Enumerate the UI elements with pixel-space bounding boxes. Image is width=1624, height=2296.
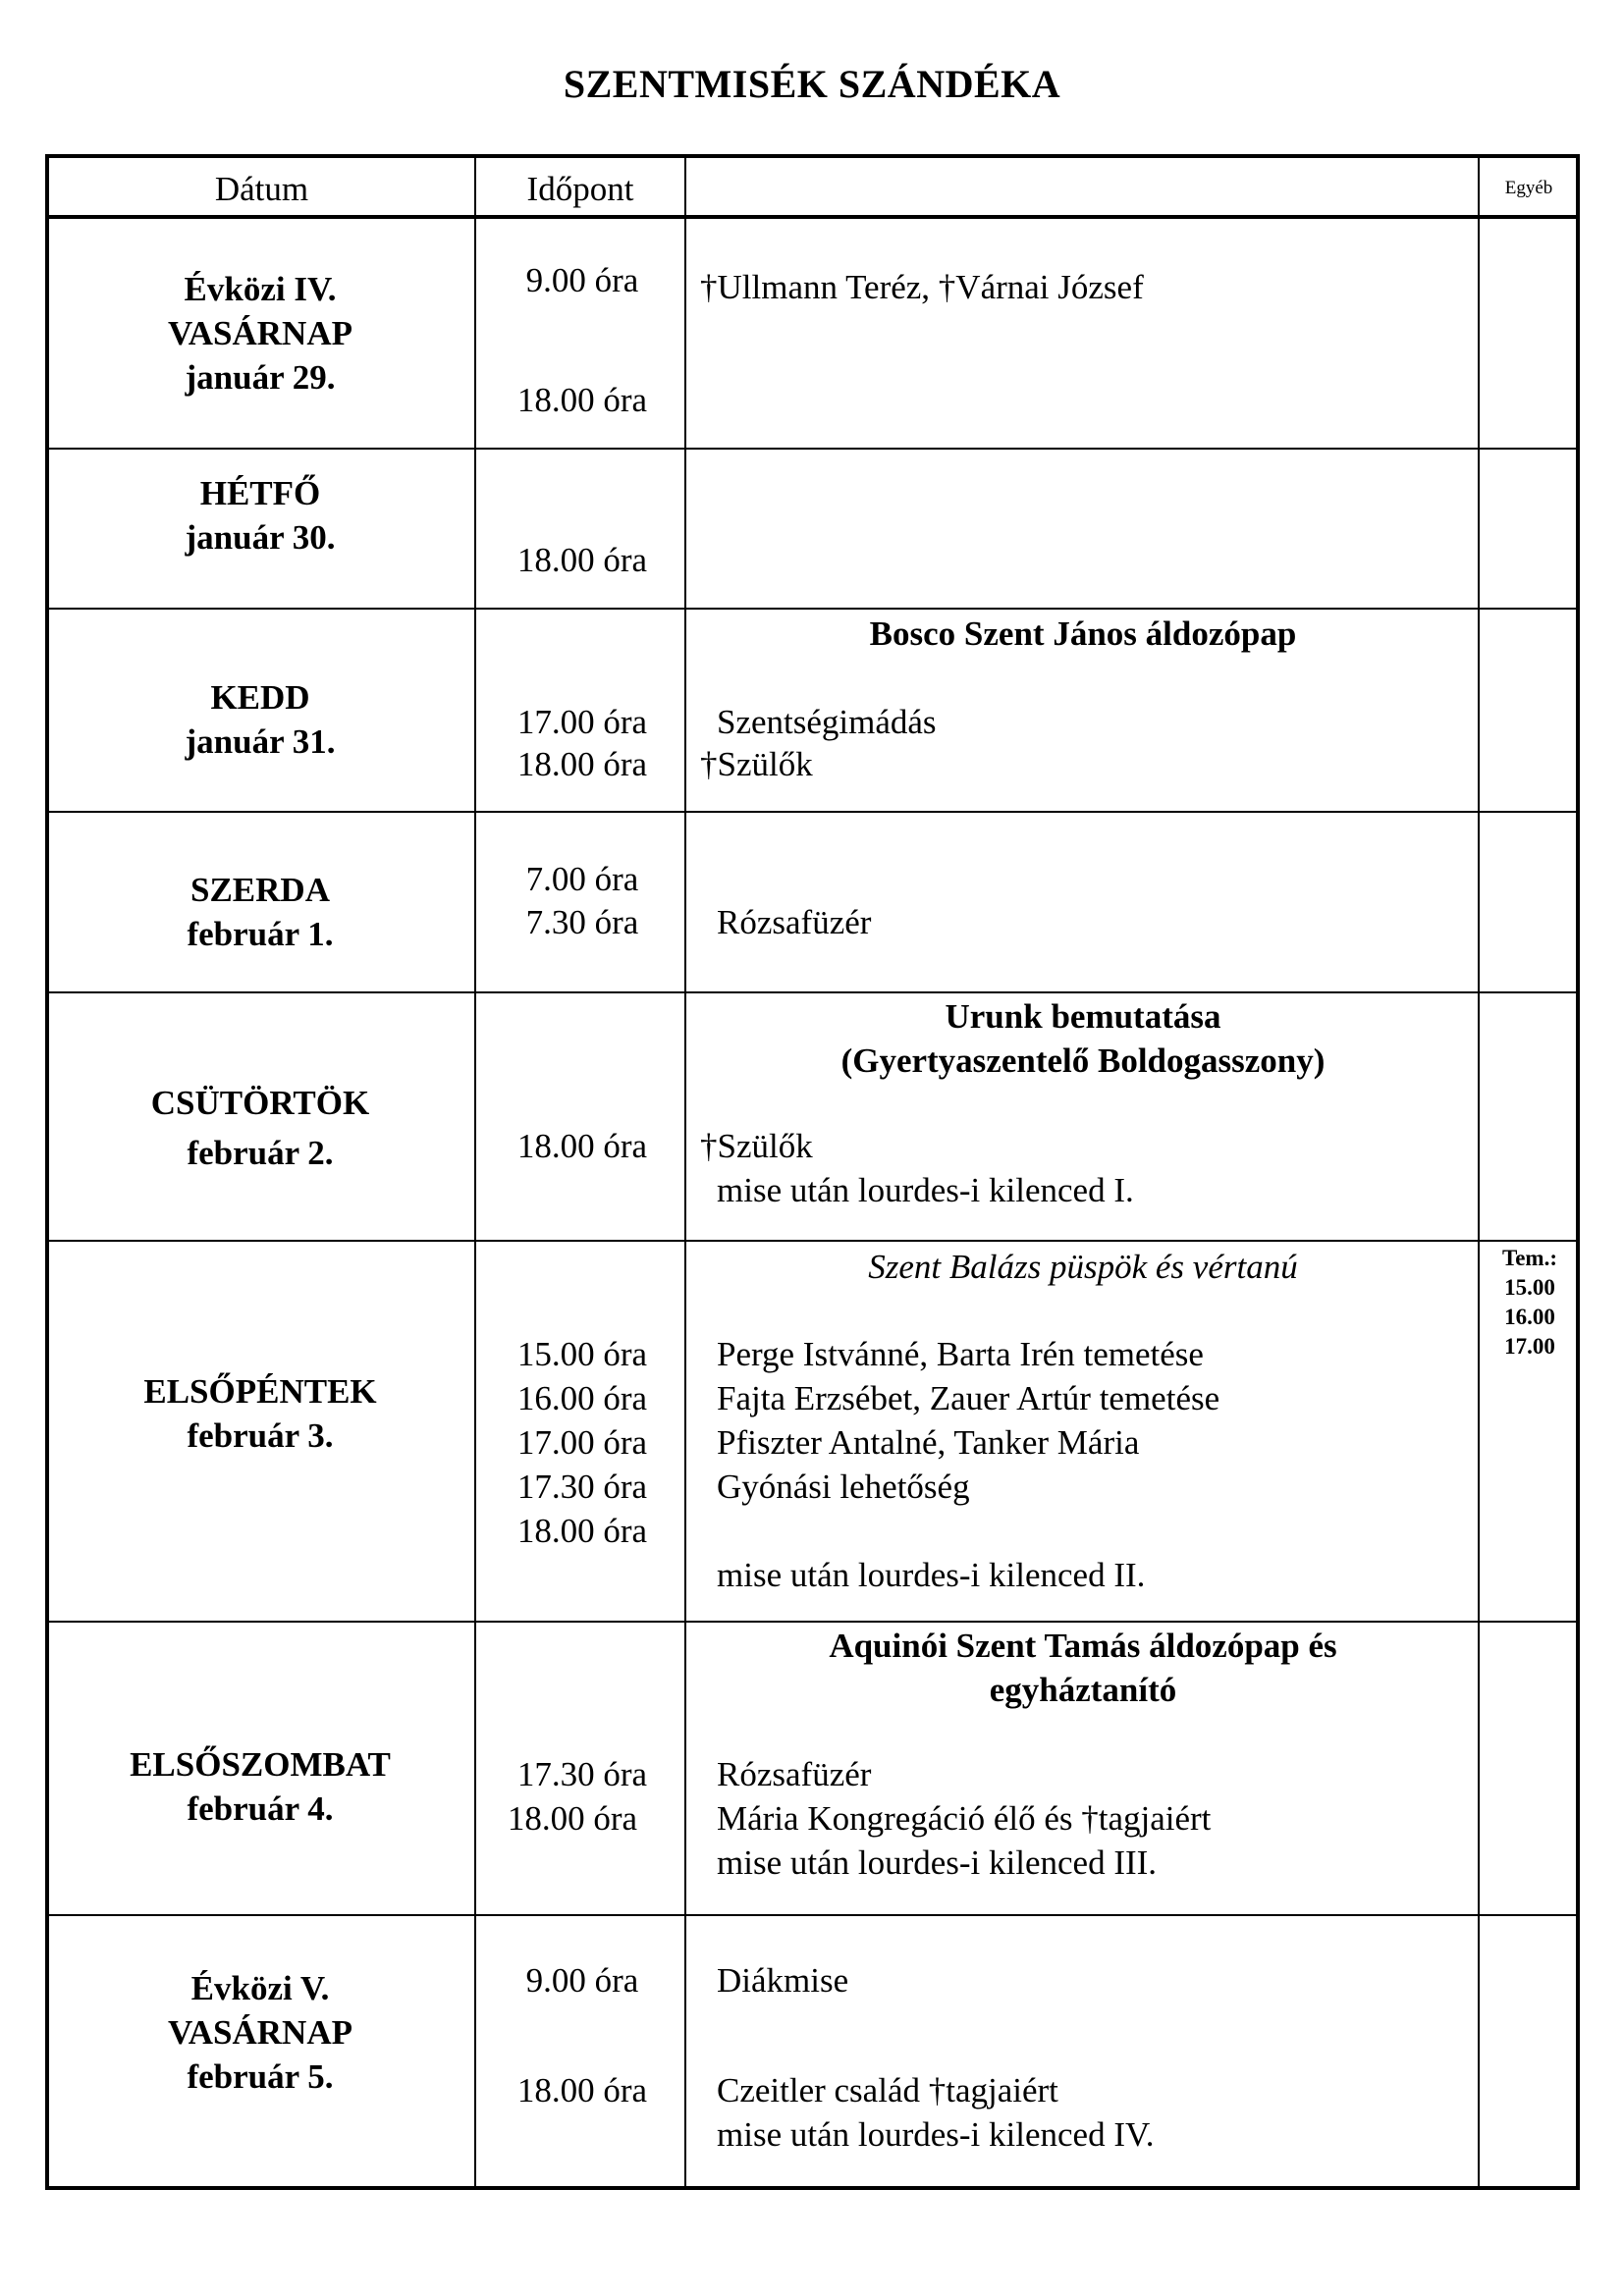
date-line: ELSŐPÉNTEK	[143, 1372, 377, 1411]
date-line: január 29.	[185, 358, 336, 397]
date-line: SZERDA	[190, 871, 330, 909]
row-divider	[45, 1914, 1580, 1916]
row-time: 16.00 óra	[516, 1379, 648, 1417]
row-time: 15.00 óra	[516, 1335, 648, 1373]
row-time: 7.00 óra	[525, 860, 639, 898]
row-date	[49, 1369, 471, 1458]
page-title: SZENTMISÉK SZÁNDÉKA	[563, 62, 1061, 106]
row-divider	[45, 1240, 1580, 1242]
row-divider	[45, 448, 1580, 450]
row-time: 17.30 óra	[516, 1468, 648, 1506]
row-time: 9.00 óra	[525, 1961, 639, 2000]
row-feast	[687, 1624, 1479, 1712]
row-intention: Mária Kongregáció élő és †tagjaiért	[717, 1799, 1212, 1838]
header-time: Időpont	[526, 170, 634, 208]
row-time: 18.00 óra	[516, 745, 648, 783]
row-time: 18.00 óra	[507, 1799, 638, 1838]
date-line: VASÁRNAP	[168, 314, 352, 352]
other-line: Tem.:	[1501, 1246, 1557, 1270]
date-line: február 2.	[187, 1134, 334, 1172]
row-intention: mise után lourdes-i kilenced IV.	[717, 2115, 1155, 2154]
date-line: január 31.	[185, 722, 336, 761]
header-date: Dátum	[214, 170, 309, 208]
row-time: 7.30 óra	[525, 903, 639, 941]
other-line: 15.00	[1504, 1275, 1555, 1300]
feast-line: egyháztanító	[989, 1671, 1177, 1709]
date-line: HÉTFŐ	[199, 474, 321, 512]
date-line: február 3.	[187, 1416, 334, 1455]
row-date	[49, 1966, 471, 2099]
date-line: Évközi IV.	[184, 270, 337, 308]
row-intention: mise után lourdes-i kilenced II.	[717, 1556, 1146, 1594]
row-time: 17.30 óra	[516, 1755, 648, 1793]
row-divider	[45, 1621, 1580, 1623]
row-date	[49, 471, 471, 560]
row-divider	[45, 608, 1580, 610]
row-divider	[45, 811, 1580, 813]
row-intention: †Szülők	[700, 1127, 813, 1165]
date-line: január 30.	[185, 518, 336, 557]
date-line: február 5.	[187, 2057, 334, 2096]
row-date	[49, 868, 471, 956]
column-divider	[684, 154, 686, 2190]
column-divider	[474, 154, 476, 2190]
row-time: 17.00 óra	[516, 703, 648, 741]
feast-line: (Gyertyaszentelő Boldogasszony)	[840, 1041, 1326, 1080]
date-line: VASÁRNAP	[168, 2013, 352, 2052]
row-time: 18.00 óra	[516, 1127, 648, 1165]
row-intention: Czeitler család †tagjaiért	[717, 2071, 1058, 2109]
row-date	[49, 1742, 471, 1831]
row-divider	[45, 991, 1580, 993]
row-time: 18.00 óra	[516, 381, 648, 419]
date-line: CSÜTÖRTÖK	[150, 1084, 370, 1122]
row-intention: mise után lourdes-i kilenced I.	[717, 1171, 1134, 1209]
row-time: 18.00 óra	[516, 1512, 648, 1550]
row-time: 17.00 óra	[516, 1423, 648, 1462]
date-line: KEDD	[210, 678, 310, 717]
row-date	[49, 1081, 471, 1175]
row-date	[49, 675, 471, 764]
date-line: ELSŐSZOMBAT	[130, 1745, 391, 1784]
row-time: 9.00 óra	[525, 261, 639, 299]
row-intention: †Szülők	[700, 745, 813, 783]
row-date	[49, 267, 471, 400]
row-intention: †Ullmann Teréz, †Várnai József	[700, 268, 1144, 306]
date-line: Évközi V.	[190, 1969, 330, 2007]
column-divider	[1478, 154, 1480, 2190]
other-line: 16.00	[1504, 1305, 1555, 1329]
row-other	[1483, 1244, 1577, 1362]
feast-line: Urunk bemutatása	[945, 997, 1221, 1036]
row-feast: Bosco Szent János áldozópap	[869, 614, 1297, 653]
row-intention: Pfiszter Antalné, Tanker Mária	[717, 1423, 1140, 1462]
row-feast: Szent Balázs püspök és vértanú	[868, 1248, 1298, 1286]
date-line: február 1.	[187, 915, 334, 953]
row-intention: Perge Istvánné, Barta Irén temetése	[717, 1335, 1204, 1373]
row-intention: Szentségimádás	[717, 703, 937, 741]
other-line: 17.00	[1504, 1334, 1555, 1359]
header-divider	[45, 215, 1580, 219]
row-intention: Rózsafüzér	[717, 903, 872, 941]
header-other: Egyéb	[1504, 178, 1553, 198]
row-time: 18.00 óra	[516, 2071, 648, 2109]
feast-line: Aquinói Szent Tamás áldozópap és	[829, 1627, 1337, 1665]
row-time: 18.00 óra	[516, 541, 648, 579]
date-line: február 4.	[187, 1789, 334, 1828]
row-intention: Rózsafüzér	[717, 1755, 872, 1793]
row-intention: Gyónási lehetőség	[717, 1468, 970, 1506]
row-intention: mise után lourdes-i kilenced III.	[717, 1843, 1158, 1882]
row-intention: Diákmise	[717, 1961, 849, 2000]
row-intention: Fajta Erzsébet, Zauer Artúr temetése	[717, 1379, 1220, 1417]
row-feast	[687, 994, 1479, 1083]
